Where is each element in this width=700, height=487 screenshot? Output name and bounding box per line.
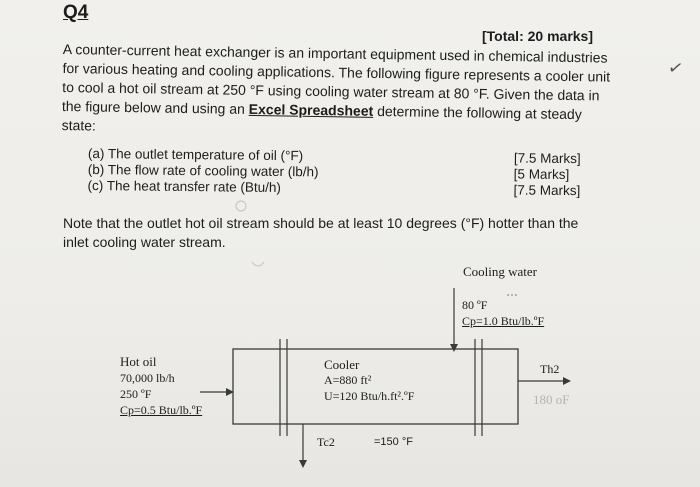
task-label: (b) The flow rate of cooling water (lb/h) [87, 161, 319, 180]
cooling-water-inlet-arrow [450, 344, 458, 352]
hot-oil-outlet-arrow [563, 377, 571, 385]
total-marks: [Total: 20 marks] [482, 28, 593, 44]
task-marks: [5 Marks] [513, 166, 570, 183]
excel-spreadsheet-emphasis: Excel Spreadsheet [248, 100, 374, 119]
intro-text-2: determine the following at steady state: [61, 102, 582, 134]
cooling-water-outlet-arrow [299, 460, 307, 468]
cooler-area: A=880 ft² [324, 373, 372, 387]
task-marks: [7.5 Marks] [513, 150, 581, 167]
handwritten-check-mark: ✓ [666, 56, 686, 80]
cooling-water-temp: 80 ºF [462, 298, 488, 312]
cooling-water-cp: Cp=1.0 Btu/lb.ºF [462, 314, 545, 328]
hot-oil-temp: 250 ºF [120, 387, 152, 401]
question-number: Q4 [63, 2, 89, 23]
outlet-note: Note that the outlet hot oil stream should be at least 10 degrees (°F) hotter than the inlet cooling water stream. [63, 215, 579, 250]
th2-label: Th2 [540, 362, 560, 376]
task-label: (c) The heat transfer rate (Btu/h) [87, 177, 281, 196]
cooling-water-title: Cooling water [463, 264, 538, 279]
cooler-u-value: U=120 Btu/h.ft².ºF [324, 389, 415, 403]
hot-oil-flow: 70,000 lb/h [120, 371, 175, 385]
tc2-label: Tc2 [317, 435, 335, 449]
handwritten-th2-value: 180 oF [533, 392, 570, 407]
faint-circle-mark [236, 201, 246, 211]
hot-oil-title: Hot oil [120, 354, 157, 369]
hot-oil-cp: Cp=0.5 Btu/lb.ºF [120, 403, 203, 417]
faint-scribble [252, 262, 264, 266]
cooler-title: Cooler [324, 357, 360, 372]
task-marks: [7.5 Marks] [513, 182, 581, 199]
intro-text-1: A counter-current heat exchanger is an important equipment used in chemical industries for various heating and cooling applications. The following figure represents a cooler unit to cool a hot oil stream at 250 °F using cooling water stream at 80 °F. Given the data in the figure below and using an [61, 40, 611, 117]
tc2-value: =150 °F [374, 436, 413, 448]
task-label: (a) The outlet temperature of oil (°F) [87, 146, 304, 164]
